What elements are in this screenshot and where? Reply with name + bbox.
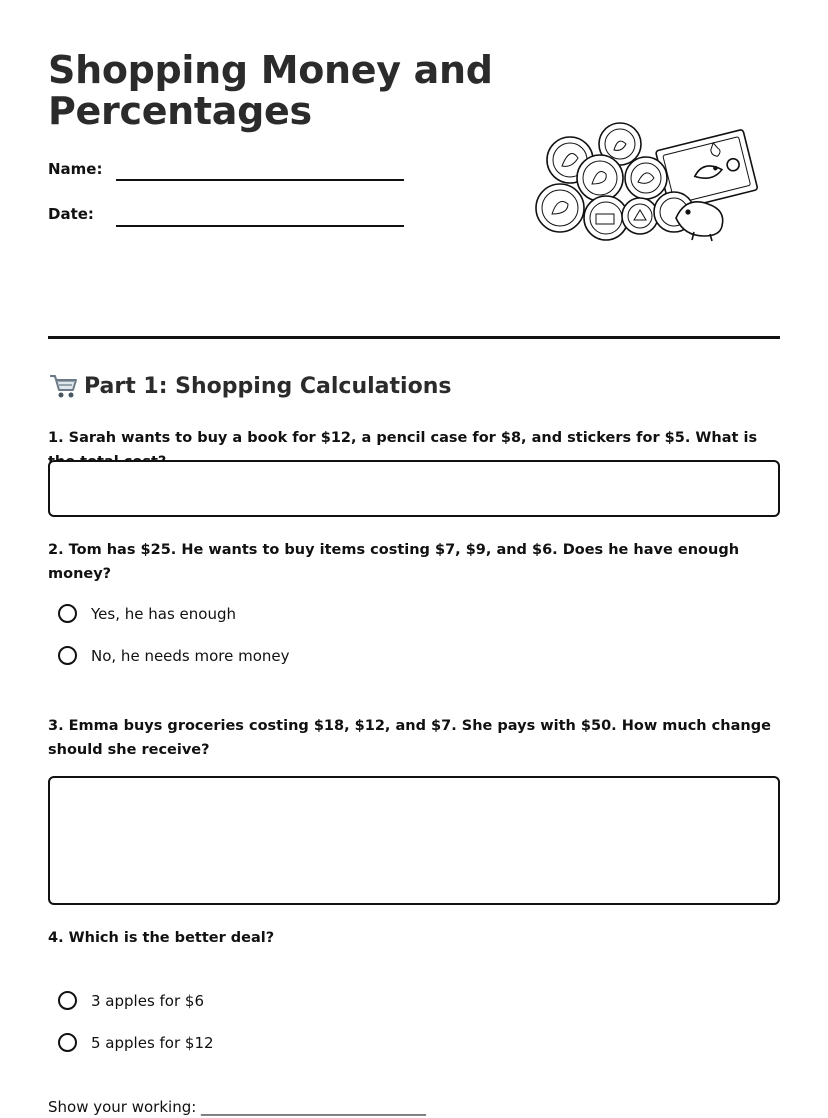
option-label: 3 apples for $6 [91, 991, 205, 1010]
radio-button[interactable] [58, 604, 77, 623]
worksheet-title: Shopping Money and Percentages [48, 48, 493, 133]
show-working-line[interactable]: Show your working: ______________________________ [48, 1098, 427, 1116]
date-label: Date: [48, 205, 94, 223]
question-2-option-2[interactable] [58, 646, 290, 665]
question-4-option-1[interactable] [58, 991, 204, 1010]
question-4-option-2[interactable] [58, 1033, 214, 1052]
date-field[interactable] [116, 225, 404, 227]
part-1-heading-text: Part 1: Shopping Calculations [84, 373, 452, 399]
name-field[interactable] [116, 179, 404, 181]
question-2-option-1[interactable] [58, 604, 236, 623]
option-label: Yes, he has enough [91, 604, 236, 623]
question-1-answer-box[interactable] [48, 460, 780, 517]
question-1-text: 1. Sarah wants to buy a book for $12, a pencil case for $8, and stickers for $5. What is [48, 430, 758, 446]
shopping-cart-icon [48, 372, 78, 400]
radio-button[interactable] [58, 991, 77, 1010]
coins-and-banknote-illustration [534, 122, 758, 244]
question-4-text: 4. Which is the better deal? [48, 930, 275, 946]
option-label: 5 apples for $12 [91, 1033, 214, 1052]
section-divider [48, 336, 780, 339]
option-label: No, he needs more money [91, 646, 290, 665]
radio-button[interactable] [58, 1033, 77, 1052]
part-1-heading [48, 372, 451, 400]
question-3-answer-box[interactable] [48, 776, 780, 905]
question-3-text: 3. Emma buys groceries costing $18, $12, and $7. She pays with $50. How much change should she receive? [48, 718, 771, 758]
radio-button[interactable] [58, 646, 77, 665]
question-2-text: 2. Tom has $25. He wants to buy items costing $7, $9, and $6. Does he have enough money? [48, 542, 740, 582]
name-label: Name: [48, 160, 103, 178]
